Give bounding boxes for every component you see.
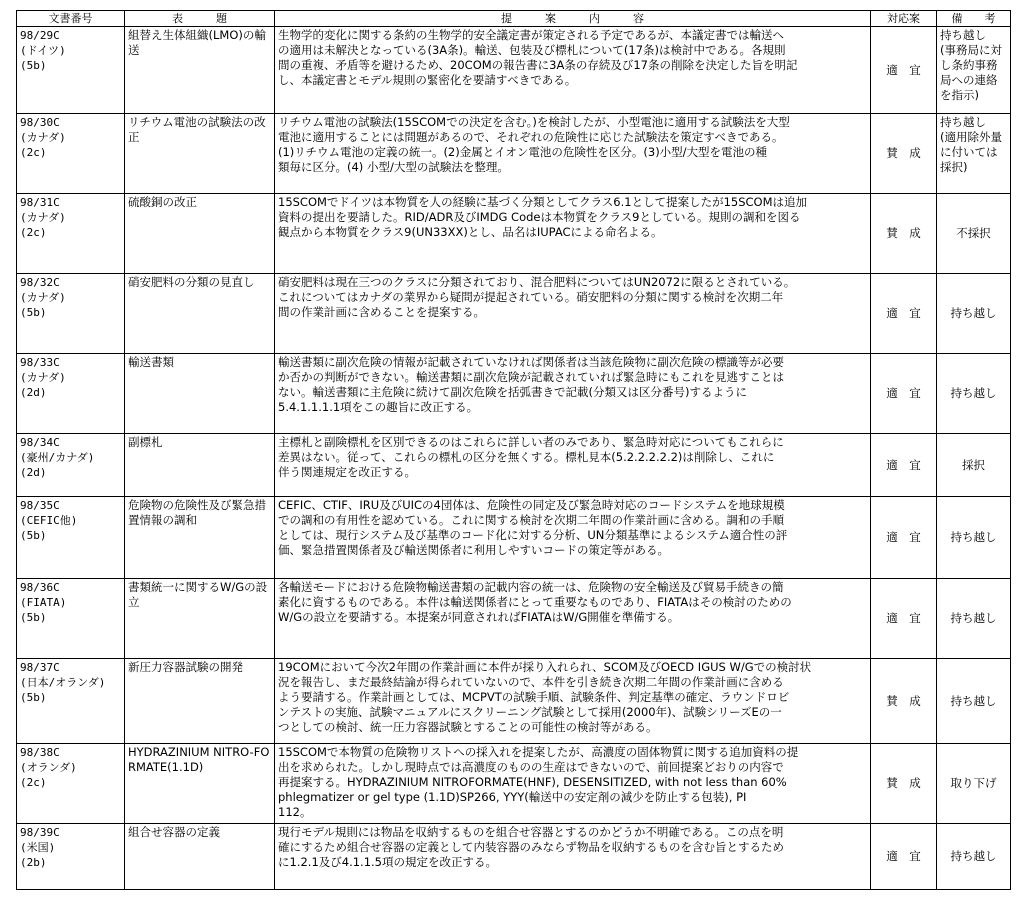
proposal-line: 間の作業計画に含めることを提案する。 xyxy=(278,305,485,319)
proposal-line: 5.4.1.1.1.1項をこの趣旨に改正する。 xyxy=(278,400,479,414)
proposal-line: 主標札と副険標札を区別できるのはこれらに詳しい者のみであり、緊急時対応についてもこれらに xyxy=(278,435,784,449)
proposal-line: の適用は未解決となっている(3A条)。輸送、包装及び標札について(17条)は検討中である。各規則 xyxy=(278,43,786,57)
remarks-cell: 持ち越し xyxy=(937,354,1011,434)
proposal-line: 資料の提出を要請した。RID/ADR及びIMDG Codeは本物質をクラス9としている。規則の調和を図る xyxy=(278,210,801,224)
proposal-line: 伴う関連規定を改正する。 xyxy=(278,465,416,479)
header-action: 対応案 xyxy=(871,11,937,27)
proposal-line: 再提案する。HYDRAZINIUM NITROFORMATE(HNF), DESENSITIZED, with not less than 60% xyxy=(278,775,787,789)
title-cell: 書類統一に関するW/Gの設立 xyxy=(125,579,275,659)
proposal-line: 差異はない。従って、これらの標札の区分を無くする。標札見本(5.2.2.2.2.2)は削除し、これに xyxy=(278,450,775,464)
proposal-line: (1)リチウム電池の定義の統一。(2)金属とイオン電池の危険性を区分。(3)小型/大型を電池の種 xyxy=(278,145,768,159)
header-doc-no: 文書番号 xyxy=(17,11,125,27)
remarks-cell: 持ち越し xyxy=(937,274,1011,354)
title-cell: 組合せ容器の定義 xyxy=(125,824,275,890)
doc-number-cell: 98/35C (CEFIC他) (5b) xyxy=(17,497,125,579)
proposal-cell xyxy=(275,744,871,824)
proposal-line: 112。 xyxy=(278,805,312,819)
remarks-cell: 持ち越し xyxy=(937,659,1011,744)
proposal-line: 生物学的変化に関する条約の生物学的安全議定書が策定される予定であるが、本議定書では輸送へ xyxy=(278,28,784,42)
table-row xyxy=(17,434,1011,497)
proposal-line: 硝安肥料は現在三つのクラスに分類されており、混合肥料についてはUN2072に限るとされている。 xyxy=(278,275,796,289)
proposal-line: 15SCOMで本物質の危険物リストへの採入れを提案したが、高濃度の固体物質に関する追加資料の提 xyxy=(278,745,799,759)
proposal-line: 出を求められた。しかし現時点では高濃度のものの生産はできないので、前回提案どおりの内容で xyxy=(278,760,784,774)
remarks-cell: 持ち越し (事務局に対し条約事務局への連絡を指示) xyxy=(937,27,1011,114)
title-cell: 危険物の危険性及び緊急措置情報の調和 xyxy=(125,497,275,579)
doc-number-cell: 98/30C (カナダ) (2c) xyxy=(17,114,125,194)
doc-number-cell: 98/29C (ドイツ) (5b) xyxy=(17,27,125,114)
proposal-line: phlegmatizer or gel type (1.1D)SP266, YYY(輸送中の安定剤の減少を防止する包装), PI xyxy=(278,790,747,804)
proposal-line: よう要請する。作業計画としては、MCPVTの試験手順、試験条件、判定基準の確定、ラウンドロビ xyxy=(278,690,790,704)
remarks-cell: 持ち越し xyxy=(937,824,1011,890)
title-cell: 硫酸銅の改正 xyxy=(125,194,275,274)
proposal-cell xyxy=(275,354,871,434)
table-row xyxy=(17,114,1011,194)
header-row xyxy=(17,11,1011,27)
remarks-cell: 取り下げ xyxy=(937,744,1011,824)
proposal-line: これについてはカナダの業界から疑問が提起されている。硝安肥料の分類に関する検討を次期二年 xyxy=(278,290,784,304)
action-cell: 賛 成 xyxy=(871,114,937,194)
header-remarks: 備 考 xyxy=(937,11,1011,27)
proposal-line: つとしての検討、統一圧力容器試験とすることの可能性の検討等がある。 xyxy=(278,720,658,734)
proposal-line: 輸送書類に副次危険の情報が記載されていなければ関係者は当該危険物に副次危険の標識等が必要 xyxy=(278,355,784,369)
proposal-line: 価、緊急措置関係者及び輸送関係者に利用しやすいコードの策定等がある。 xyxy=(278,543,669,557)
proposal-cell xyxy=(275,27,871,114)
proposal-line: リチウム電池の試験法(15SCOMでの決定を含む。)を検討したが、小型電池に適用する試験法を大型 xyxy=(278,115,790,129)
doc-number-cell: 98/38C (オランダ) (2c) xyxy=(17,744,125,824)
remarks-cell: 持ち越し (適用除外量に付いては採択) xyxy=(937,114,1011,194)
proposal-cell xyxy=(275,497,871,579)
header-proposal: 提 案 内 容 xyxy=(275,11,871,27)
doc-number-cell: 98/32C (カナダ) (5b) xyxy=(17,274,125,354)
action-cell: 賛 成 xyxy=(871,194,937,274)
doc-number-cell: 98/31C (カナダ) (2c) xyxy=(17,194,125,274)
proposal-line: 類毎に区分。(4) 小型/大型の試験法を整理。 xyxy=(278,160,509,174)
proposal-line: 観点から本物質をクラス9(UN33XX)とし、品名はIUPACによる命名よる。 xyxy=(278,225,663,239)
proposal-line: 各輸送モードにおける危険物輸送書類の記載内容の統一は、危険物の安全輸送及び貿易手続きの簡 xyxy=(278,580,784,594)
table-row xyxy=(17,497,1011,579)
title-cell: 輸送書類 xyxy=(125,354,275,434)
doc-number-cell: 98/37C (日本/オランダ) (5b) xyxy=(17,659,125,744)
table-row xyxy=(17,27,1011,114)
doc-number-cell: 98/39C (米国) (2b) xyxy=(17,824,125,890)
proposal-cell xyxy=(275,194,871,274)
action-cell: 適 宜 xyxy=(871,824,937,890)
proposal-line: に1.2.1及び4.1.1.5項の規定を改正する。 xyxy=(278,855,497,869)
table-row xyxy=(17,824,1011,890)
proposal-line: 電池に適用することには問題があるので、それぞれの危険性に応じた試験法を策定すべきである。 xyxy=(278,130,784,144)
proposal-line: ない。輸送書類に主危険に続けて副次危険を括弧書きで記載(分類又は区分番号)するように xyxy=(278,385,747,399)
title-cell: リチウム電池の試験法の改正 xyxy=(125,114,275,194)
proposal-line: 間の重複、矛盾等を避けるため、20COMの報告書に3A条の存続及び17条の削除を決定した旨を明記 xyxy=(278,58,798,72)
title-cell: 副標札 xyxy=(125,434,275,497)
proposal-line: 確にするため組合せ容器の定義として内装容器のみならず物品を収納するものを含む旨とするため xyxy=(278,840,784,854)
proposal-line: での調和の有用性を認めている。これに関する検討を次期二年間の作業計画に含める。調和の手順 xyxy=(278,513,784,527)
proposal-line: か否かの判断ができない。輸送書類に副次危険が記載されていれば緊急時にもこれを見逃すことは xyxy=(278,370,784,384)
title-cell: 組替え生体組織(LMO)の輸送 xyxy=(125,27,275,114)
table-row xyxy=(17,194,1011,274)
doc-number-cell: 98/34C (豪州/カナダ) (2d) xyxy=(17,434,125,497)
proposal-cell xyxy=(275,114,871,194)
proposal-line: 15SCOMでドイツは本物質を人の経験に基づく分類としてクラス6.1として提案したが15SCOMは追加 xyxy=(278,195,808,209)
proposal-line: 況を報告し、まだ最終結論が得られていないので、本件を引き続き次期二年間の作業計画に含める xyxy=(278,675,784,689)
action-cell: 適 宜 xyxy=(871,27,937,114)
action-cell: 賛 成 xyxy=(871,659,937,744)
table-row xyxy=(17,579,1011,659)
proposal-cell xyxy=(275,824,871,890)
title-cell: 新圧力容器試験の開発 xyxy=(125,659,275,744)
proposal-cell xyxy=(275,659,871,744)
title-cell: 硝安肥料の分類の見直し xyxy=(125,274,275,354)
proposal-line: し、本議定書とモデル規則の緊密化を要請すべきである。 xyxy=(278,73,577,87)
action-cell: 賛 成 xyxy=(871,744,937,824)
doc-number-cell: 98/33C (カナダ) (2d) xyxy=(17,354,125,434)
action-cell: 適 宜 xyxy=(871,434,937,497)
proposal-line: としては、現行システム及び基準のコード化に対する分析、UN分類基準によるシステム適合性の評 xyxy=(278,528,788,542)
proposal-line: 現行モデル規則には物品を収納するものを組合せ容器とするのかどうか不明確である。この点を明 xyxy=(278,825,784,839)
action-cell: 適 宜 xyxy=(871,354,937,434)
proposal-line: W/Gの設立を要請する。本提案が同意されればFIATAはW/G開催を準備する。 xyxy=(278,610,680,624)
title-cell: HYDRAZINIUM NITRO-FORMATE(1.1D) xyxy=(125,744,275,824)
proposal-table xyxy=(16,10,1011,890)
table-row xyxy=(17,274,1011,354)
proposal-cell xyxy=(275,579,871,659)
remarks-cell: 不採択 xyxy=(937,194,1011,274)
proposal-line: CEFIC、CTIF、IRU及びUICの4団体は、危険性の同定及び緊急時対応のコードシステムを地球規模 xyxy=(278,498,785,512)
remarks-cell: 持ち越し xyxy=(937,497,1011,579)
table-row xyxy=(17,744,1011,824)
action-cell: 適 宜 xyxy=(871,497,937,579)
remarks-cell: 採択 xyxy=(937,434,1011,497)
proposal-line: ンテストの実施、試験マニュアルにスクリーニング試験として採用(2000年)、試験シリーズEの一 xyxy=(278,705,782,719)
proposal-line: 19COMにおいて今次2年間の作業計画に本件が採り入れられ、SCOM及びOECD IGUS W/Gでの検討状 xyxy=(278,660,812,674)
table-body xyxy=(17,27,1011,890)
proposal-line: 素化に資するものである。本件は輸送関係者にとって重要なものであり、FIATAはその検討のための xyxy=(278,595,792,609)
table-row xyxy=(17,354,1011,434)
remarks-cell: 持ち越し xyxy=(937,579,1011,659)
header-title: 表 題 xyxy=(125,11,275,27)
action-cell: 適 宜 xyxy=(871,579,937,659)
table-row xyxy=(17,659,1011,744)
proposal-document xyxy=(16,10,1010,890)
proposal-cell xyxy=(275,434,871,497)
action-cell: 適 宜 xyxy=(871,274,937,354)
doc-number-cell: 98/36C (FIATA) (5b) xyxy=(17,579,125,659)
proposal-cell xyxy=(275,274,871,354)
